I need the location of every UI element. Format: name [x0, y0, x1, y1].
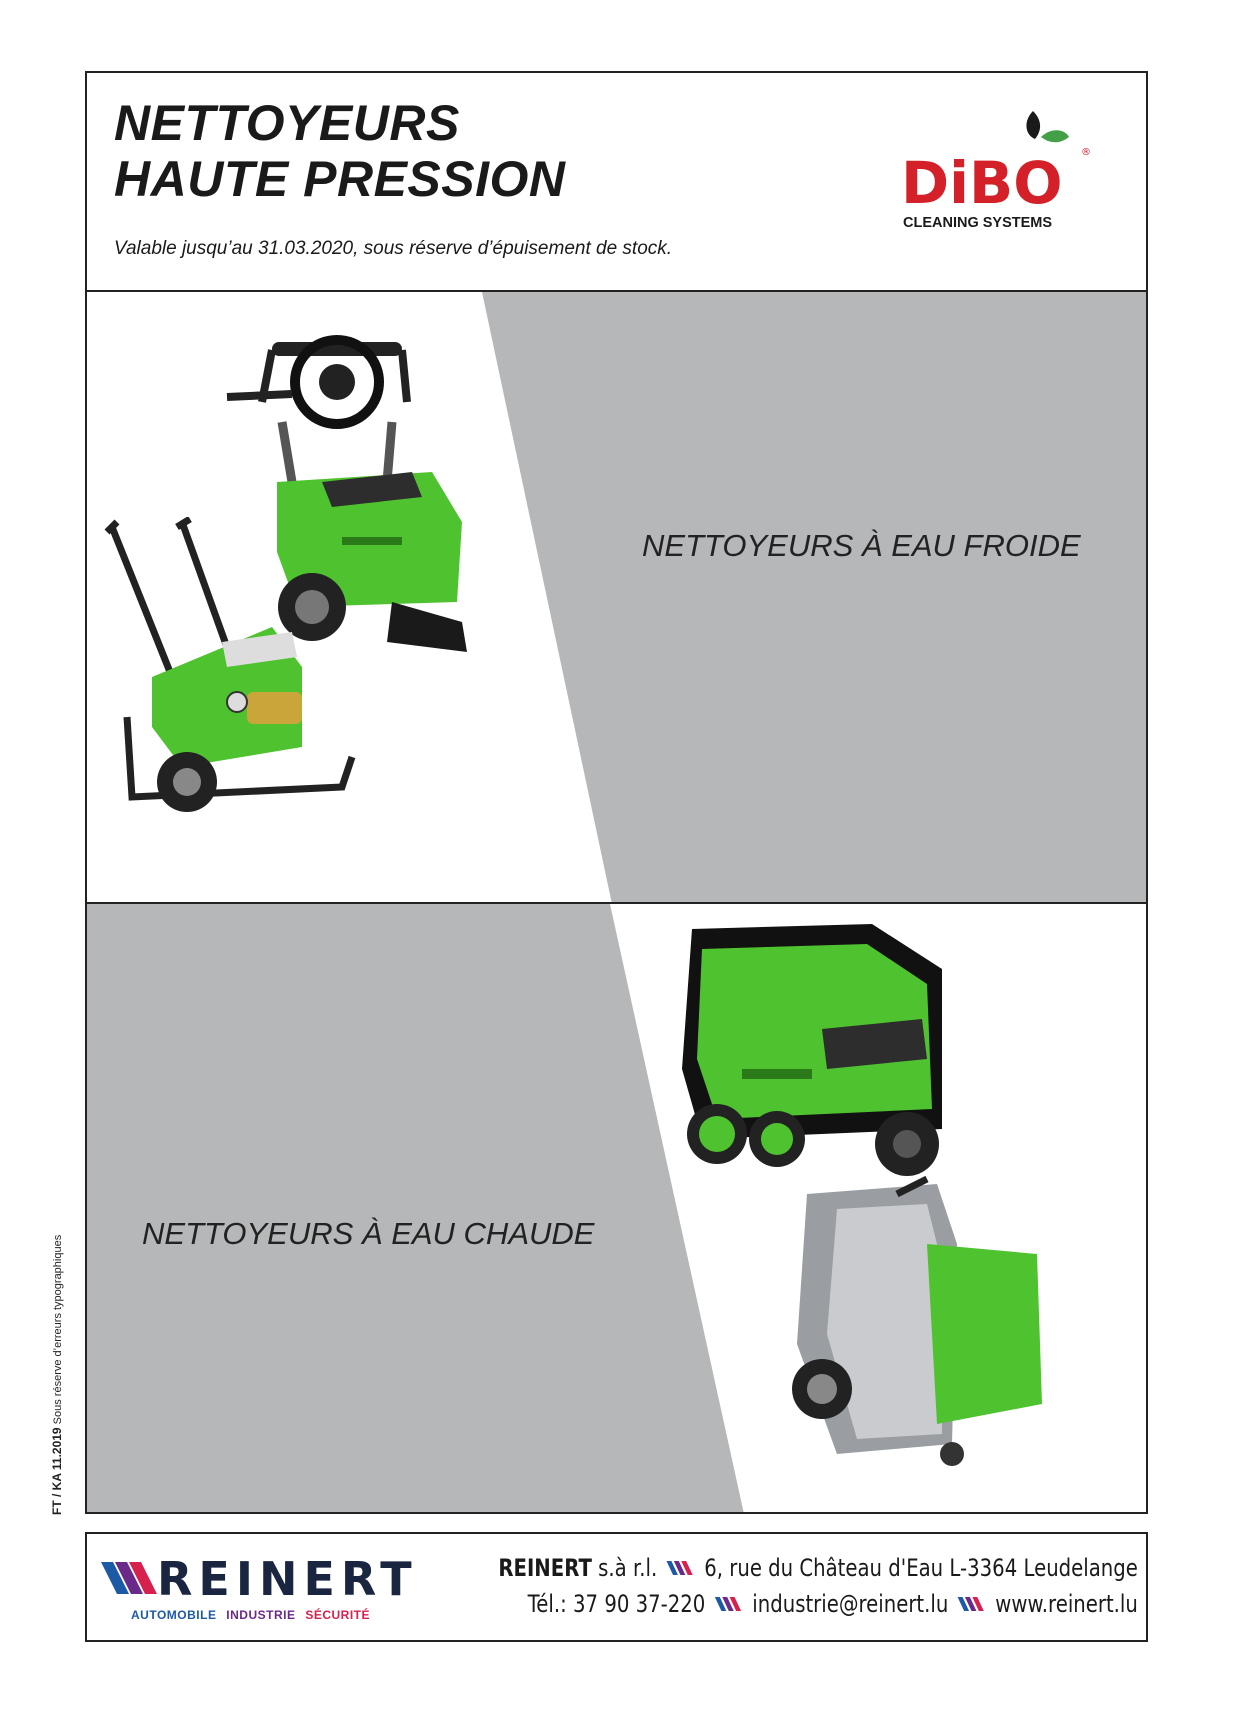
- company-suffix: s.à r.l.: [592, 1554, 658, 1582]
- divisions: [131, 1608, 370, 1622]
- stripes-icon: [958, 1595, 986, 1613]
- stripes-icon: [667, 1559, 695, 1577]
- reinert-wordmark: REINERT: [157, 1552, 418, 1606]
- stripes-icon: [715, 1595, 743, 1613]
- contact-line: [499, 1586, 1138, 1622]
- dibo-logo: [901, 103, 1101, 233]
- typo-disclaimer: Sous réserve d’erreurs typographiques: [52, 1234, 64, 1425]
- website-link[interactable]: www.reinert.lu: [995, 1590, 1138, 1618]
- hot-water-washer-compact-image: [777, 1174, 1047, 1474]
- address-line: [499, 1550, 1138, 1586]
- address: 6, rue du Château d'Eau L-3364 Leudelange: [704, 1554, 1138, 1582]
- footer: [85, 1532, 1148, 1642]
- dibo-wordmark: DiBO: [901, 149, 1063, 217]
- dibo-tagline: CLEANING SYSTEMS: [903, 215, 1053, 231]
- email-link[interactable]: industrie@reinert.lu: [752, 1590, 949, 1618]
- title-line-1: NETTOYEURS: [114, 95, 460, 151]
- reference-code: FT / KA 11.2019: [50, 1427, 64, 1515]
- stripes-icon: [99, 1558, 159, 1598]
- trolley-pressure-washer-image: [102, 517, 372, 837]
- svg-text:®: ®: [1081, 147, 1091, 158]
- validity-note: Valable jusqu’au 31.03.2020, sous réserve d’épuisement de stock.: [114, 238, 673, 259]
- phone: Tél.: 37 90 37-220: [527, 1590, 706, 1618]
- contact-block: [499, 1550, 1138, 1622]
- section-cold-water: [87, 292, 1146, 904]
- flyer-frame: [85, 71, 1148, 1514]
- division-industrie: INDUSTRIE: [226, 1608, 296, 1622]
- section-label-cold: NETTOYEURS À EAU FROIDE: [642, 528, 1081, 563]
- reinert-logo: [99, 1552, 418, 1624]
- section-label-hot: NETTOYEURS À EAU CHAUDE: [142, 1216, 595, 1251]
- company-name: REINERT: [498, 1554, 593, 1582]
- section-hot-water: [87, 904, 1146, 1514]
- title-line-2: HAUTE PRESSION: [114, 151, 566, 207]
- header: [87, 73, 1146, 292]
- page-title: [114, 95, 566, 207]
- leaf-icon: [1026, 111, 1040, 139]
- division-securite: SÉCURITÉ: [305, 1608, 370, 1622]
- print-reference: [50, 1115, 64, 1515]
- division-automobile: AUTOMOBILE: [131, 1608, 217, 1622]
- hot-water-washer-large-image: [672, 919, 962, 1199]
